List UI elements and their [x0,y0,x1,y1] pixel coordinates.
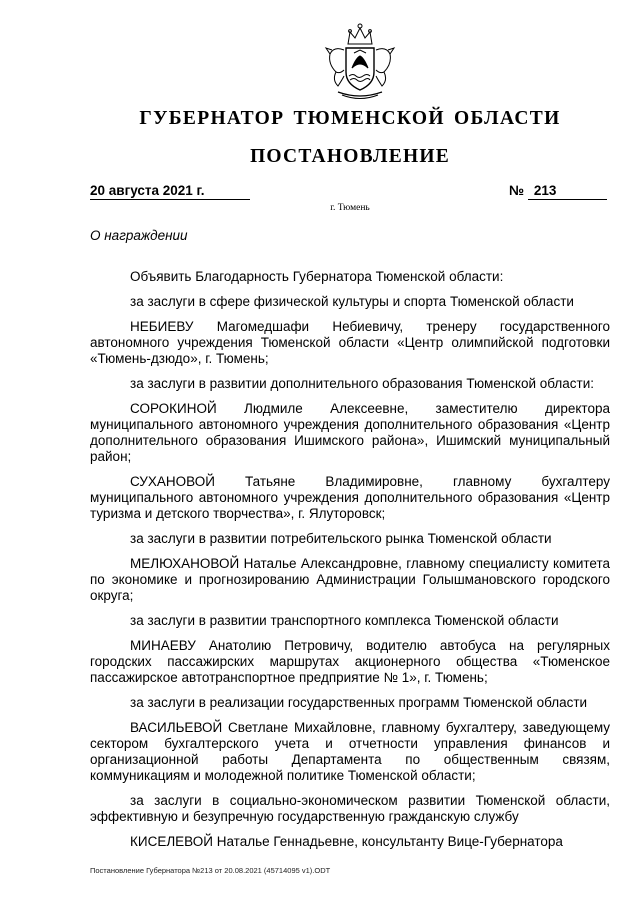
body-paragraph: за заслуги в развитии транспортного комплекса Тюменской области [130,613,559,628]
body-paragraph: СОРОКИНОЙ Людмиле Алексеевне, заместителю директора муниципального автономного учреждения дополнительного образования «Центр дополнительного образования Ишимского района», Ишимский муниципальный район; [90,401,610,464]
document-subject: О награждении [90,228,188,243]
document-city: г. Тюмень [330,203,370,213]
number-label: № [509,183,525,198]
body-paragraph: МЕЛЮХАНОВОЙ Наталье Александровне, главному специалисту комитета по экономике и прогнозированию Администрации Голышмановского городского округа; [90,556,610,603]
document-type: ПОСТАНОВЛЕНИЕ [250,146,450,167]
document-number [509,183,607,200]
body-paragraph: НЕБИЕВУ Магомедшафи Небиевичу, тренеру государственного автономного учреждения Тюменской области «Центр олимпийской подготовки «Тюмень-дзюдо», г. Тюмень; [90,319,610,366]
body-paragraph: Объявить Благодарность Губернатора Тюменской области: [130,269,504,284]
body-paragraph: СУХАНОВОЙ Татьяне Владимировне, главному бухгалтеру муниципального автономного учреждения дополнительного образования «Центр туризма и детского творчества», г. Ялуторовск; [90,474,610,521]
body-paragraph: за заслуги в социально-экономическом развитии Тюменской области, эффективную и безупречную государственную гражданскую службу [90,793,610,824]
number-value: 213 [528,183,607,200]
body-paragraph: за заслуги в развитии потребительского рынка Тюменской области [130,531,552,546]
body-paragraph: за заслуги в сфере физической культуры и спорта Тюменской области [130,294,574,309]
body-paragraph: КИСЕЛЕВОЙ Наталье Геннадьевне, консультанту Вице-Губернатора [130,834,563,849]
document-date: 20 августа 2021 г. [90,183,250,200]
footer-doc-reference: Постановление Губернатора №213 от 20.08.2021 (45714095 v1).ODT [90,866,331,875]
issuer-title: ГУБЕРНАТОР ТЮМЕНСКОЙ ОБЛАСТИ [139,108,561,129]
body-paragraph: ВАСИЛЬЕВОЙ Светлане Михайловне, главному бухгалтеру, заведующему сектором бухгалтерского учета и отчетности управления финансов и организационной работы Департамента по общественным связям, коммуникациям и молодежной политике Тюменской области; [90,720,610,783]
tyumen-coat-of-arms-icon [318,20,402,102]
body-paragraph: за заслуги в реализации государственных программ Тюменской области [130,695,588,710]
body-paragraph: МИНАЕВУ Анатолию Петровичу, водителю автобуса на регулярных городских пассажирских маршрутах акционерного общества «Тюменское пассажирское автотранспортное предприятие № 1», г. Тюмень; [90,638,610,685]
body-paragraph: за заслуги в развитии дополнительного образования Тюменской области: [130,376,595,391]
document-body [90,269,610,859]
